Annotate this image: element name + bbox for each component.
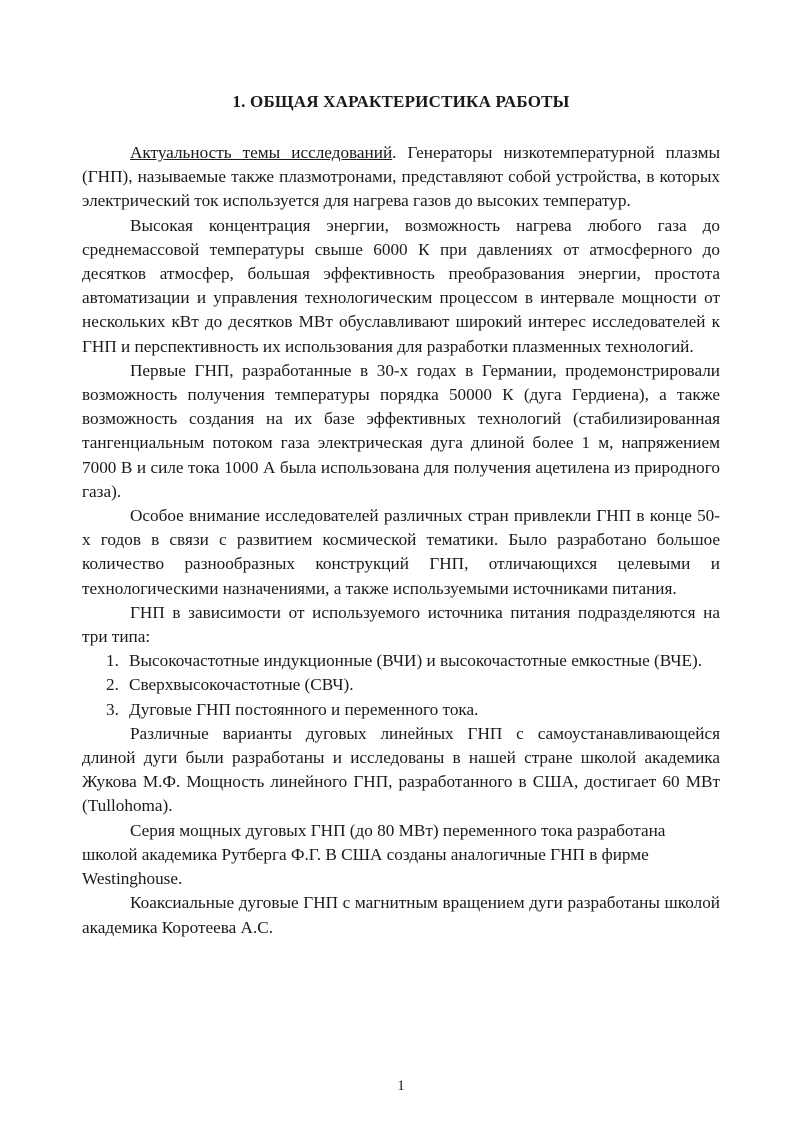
paragraph-coaxial-gnp: Коаксиальные дуговые ГНП с магнитным вращением дуги разработаны школой академика Коротеева А.С.: [82, 893, 720, 937]
list-item: [82, 698, 720, 722]
paragraph-linear-gnp: Различные варианты дуговых линейных ГНП с самоустанавливающейся длиной дуги были разработаны и исследованы в нашей стране школой академика Жукова М.Ф. Мощность линейного ГНП, разработанного в США, достигает 60 МВт (Tullohoma).: [82, 723, 720, 816]
document-page: [82, 0, 720, 1122]
list-item-text: Высокочастотные индукционные (ВЧИ) и высокочастотные емкостные (ВЧЕ).: [129, 651, 703, 671]
intro-lead: Актуальность темы исследований: [130, 143, 393, 162]
list-item: [82, 673, 720, 697]
paragraph-ac-gnp: Серия мощных дуговых ГНП (до 80 МВт) переменного тока разработана школой академика Рутберга Ф.Г. В США созданы аналогичные ГНП в фирме Westinghouse.: [82, 820, 666, 889]
section-title: 1. ОБЩАЯ ХАРАКТЕРИСТИКА РАБОТЫ: [232, 92, 570, 111]
paragraph-history: Первые ГНП, разработанные в 30-х годах в Германии, продемонстрировали возможность получения температуры порядка 50000 К (дуга Гердиена), а также возможность создания на их базе эффективных технологий (стабилизированная тангенциальным потоком газа электрическая дуга длиной более 1 м, напряжением 7000 В и силе тока 1000 А была использована для получения ацетилена из природного газа).: [82, 360, 720, 501]
list-item-number: 2.: [106, 675, 119, 695]
list-item-text: Дуговые ГНП постоянного и переменного тока.: [129, 699, 479, 719]
body-text: [82, 141, 720, 940]
paragraph-space: Особое внимание исследователей различных стран привлекли ГНП в конце 50-х годов в связи с развитием космической тематики. Было разработано большое количество разнообразных конструкций ГНП, отличающихся целевыми и технологическими назначениями, а также используемыми источниками питания.: [82, 506, 720, 598]
list-item-text: Сверхвысокочастотные (СВЧ).: [129, 675, 354, 695]
paragraph-types-intro: ГНП в зависимости от используемого источника питания подразделяются на три типа:: [82, 602, 720, 647]
page-number: 1: [397, 1078, 405, 1094]
paragraph-energy: Высокая концентрация энергии, возможность нагрева любого газа до среднемассовой температуры свыше 6000 К при давлениях от атмосферного до десятков атмосфер, большая эффективность преобразования энергии, простота автоматизации и управления технологическим процессом в интервале мощности от нескольких кВт до десятков МВт обуславливают широкий интерес исследователей к ГНП и перспективность их использования для разработки плазменных технологий.: [82, 215, 720, 356]
list-item-number: 1.: [106, 651, 119, 671]
types-list: [82, 649, 720, 722]
list-item-number: 3.: [106, 699, 119, 719]
list-item: [82, 649, 720, 673]
intro-text: . Генераторы низкотемпературной плазмы (ГНП), называемые также плазмотронами, представляют собой устройства, в которых электрический ток используется для нагрева газов до высоких температур.: [82, 143, 720, 211]
intro-paragraph: [82, 141, 720, 214]
